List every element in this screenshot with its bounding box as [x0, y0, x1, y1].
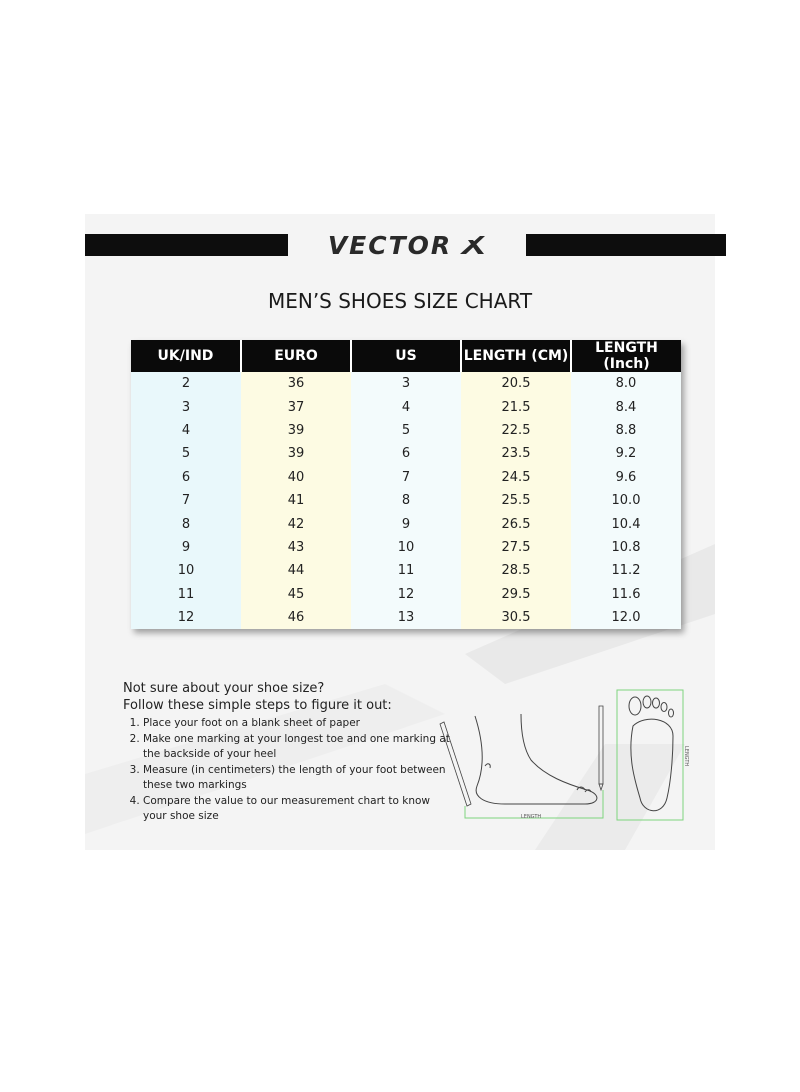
table-cell: 3	[131, 395, 241, 418]
footprint-icon	[629, 696, 674, 811]
table-cell: 42	[241, 512, 351, 535]
measure-box	[465, 690, 683, 820]
table-cell: 39	[241, 442, 351, 465]
table-cell: 10.4	[571, 512, 681, 535]
table-row	[131, 489, 681, 512]
table-cell: 43	[241, 536, 351, 559]
x-logo-icon	[458, 234, 488, 256]
table-cell: 7	[351, 466, 461, 489]
table-cell: 46	[241, 606, 351, 629]
table-cell: 5	[351, 419, 461, 442]
table-row	[131, 536, 681, 559]
table-cell: 8	[131, 512, 241, 535]
size-help-section	[123, 680, 453, 825]
table-cell: 8	[351, 489, 461, 512]
table-cell: 7	[131, 489, 241, 512]
step-item: 3. Measure (in centimeters) the length of your foot between these two markings	[143, 763, 453, 794]
column-header: LENGTH (Inch)	[571, 340, 681, 372]
column-header: US	[351, 340, 461, 372]
table-cell: 3	[351, 372, 461, 395]
table-cell: 25.5	[461, 489, 571, 512]
table-cell: 30.5	[461, 606, 571, 629]
table-cell: 8.4	[571, 395, 681, 418]
page-title: MEN’S SHOES SIZE CHART	[267, 289, 533, 313]
table-cell: 10.8	[571, 536, 681, 559]
table-cell: 6	[351, 442, 461, 465]
table-row	[131, 419, 681, 442]
table-cell: 11	[131, 583, 241, 606]
table-cell: 20.5	[461, 372, 571, 395]
table-cell: 39	[241, 419, 351, 442]
table-cell: 29.5	[461, 583, 571, 606]
table-cell: 6	[131, 466, 241, 489]
table-cell: 12	[351, 583, 461, 606]
table-cell: 9	[351, 512, 461, 535]
table-cell: 23.5	[461, 442, 571, 465]
table-cell: 9	[131, 536, 241, 559]
table-cell: 12.0	[571, 606, 681, 629]
table-cell: 11.2	[571, 559, 681, 582]
table-cell: 9.6	[571, 466, 681, 489]
table-row	[131, 442, 681, 465]
table-cell: 10	[131, 559, 241, 582]
help-heading: Not sure about your shoe size?	[123, 681, 325, 696]
foot-measure-illustration	[435, 686, 695, 826]
step-item: 1. Place your foot on a blank sheet of paper	[143, 716, 453, 732]
steps-list	[123, 716, 453, 825]
table-row	[131, 395, 681, 418]
size-chart-table	[131, 340, 681, 629]
table-cell: 12	[131, 606, 241, 629]
table-cell: 2	[131, 372, 241, 395]
table-cell: 13	[351, 606, 461, 629]
table-cell: 8.0	[571, 372, 681, 395]
table-cell: 10.0	[571, 489, 681, 512]
table-cell: 37	[241, 395, 351, 418]
table-cell: 11.6	[571, 583, 681, 606]
column-header: EURO	[241, 340, 351, 372]
help-subheading: Follow these simple steps to figure it out:	[123, 698, 392, 713]
table-cell: 5	[131, 442, 241, 465]
table-cell: 21.5	[461, 395, 571, 418]
table-cell: 8.8	[571, 419, 681, 442]
table-cell: 40	[241, 466, 351, 489]
logo-text: VECTOR	[327, 230, 453, 260]
brand-logo	[296, 228, 520, 262]
table-cell: 11	[351, 559, 461, 582]
table-row	[131, 583, 681, 606]
step-item: 4. Compare the value to our measurement chart to know your shoe size	[143, 794, 453, 825]
header-bar-right	[526, 234, 726, 256]
table-cell: 9.2	[571, 442, 681, 465]
table-cell: 24.5	[461, 466, 571, 489]
table-row	[131, 606, 681, 629]
table-cell: 28.5	[461, 559, 571, 582]
table-cell: 27.5	[461, 536, 571, 559]
column-header: LENGTH (CM)	[461, 340, 571, 372]
header-bar-left	[85, 234, 288, 256]
table-cell: 44	[241, 559, 351, 582]
table-row	[131, 512, 681, 535]
foot-side-icon	[475, 714, 597, 804]
step-item: 2. Make one marking at your longest toe and one marking at the backside of your heel	[143, 732, 453, 763]
table-cell: 22.5	[461, 419, 571, 442]
table-row	[131, 466, 681, 489]
table-cell: 4	[131, 419, 241, 442]
table-cell: 26.5	[461, 512, 571, 535]
table-cell: 41	[241, 489, 351, 512]
column-header: UK/IND	[131, 340, 241, 372]
top-length-label: LENGTH	[683, 746, 689, 767]
table-cell: 10	[351, 536, 461, 559]
table-row	[131, 559, 681, 582]
table-cell: 36	[241, 372, 351, 395]
table-row	[131, 372, 681, 395]
side-length-label: LENGTH	[521, 814, 542, 820]
table-cell: 4	[351, 395, 461, 418]
table-cell: 45	[241, 583, 351, 606]
table-header-row	[131, 340, 681, 372]
